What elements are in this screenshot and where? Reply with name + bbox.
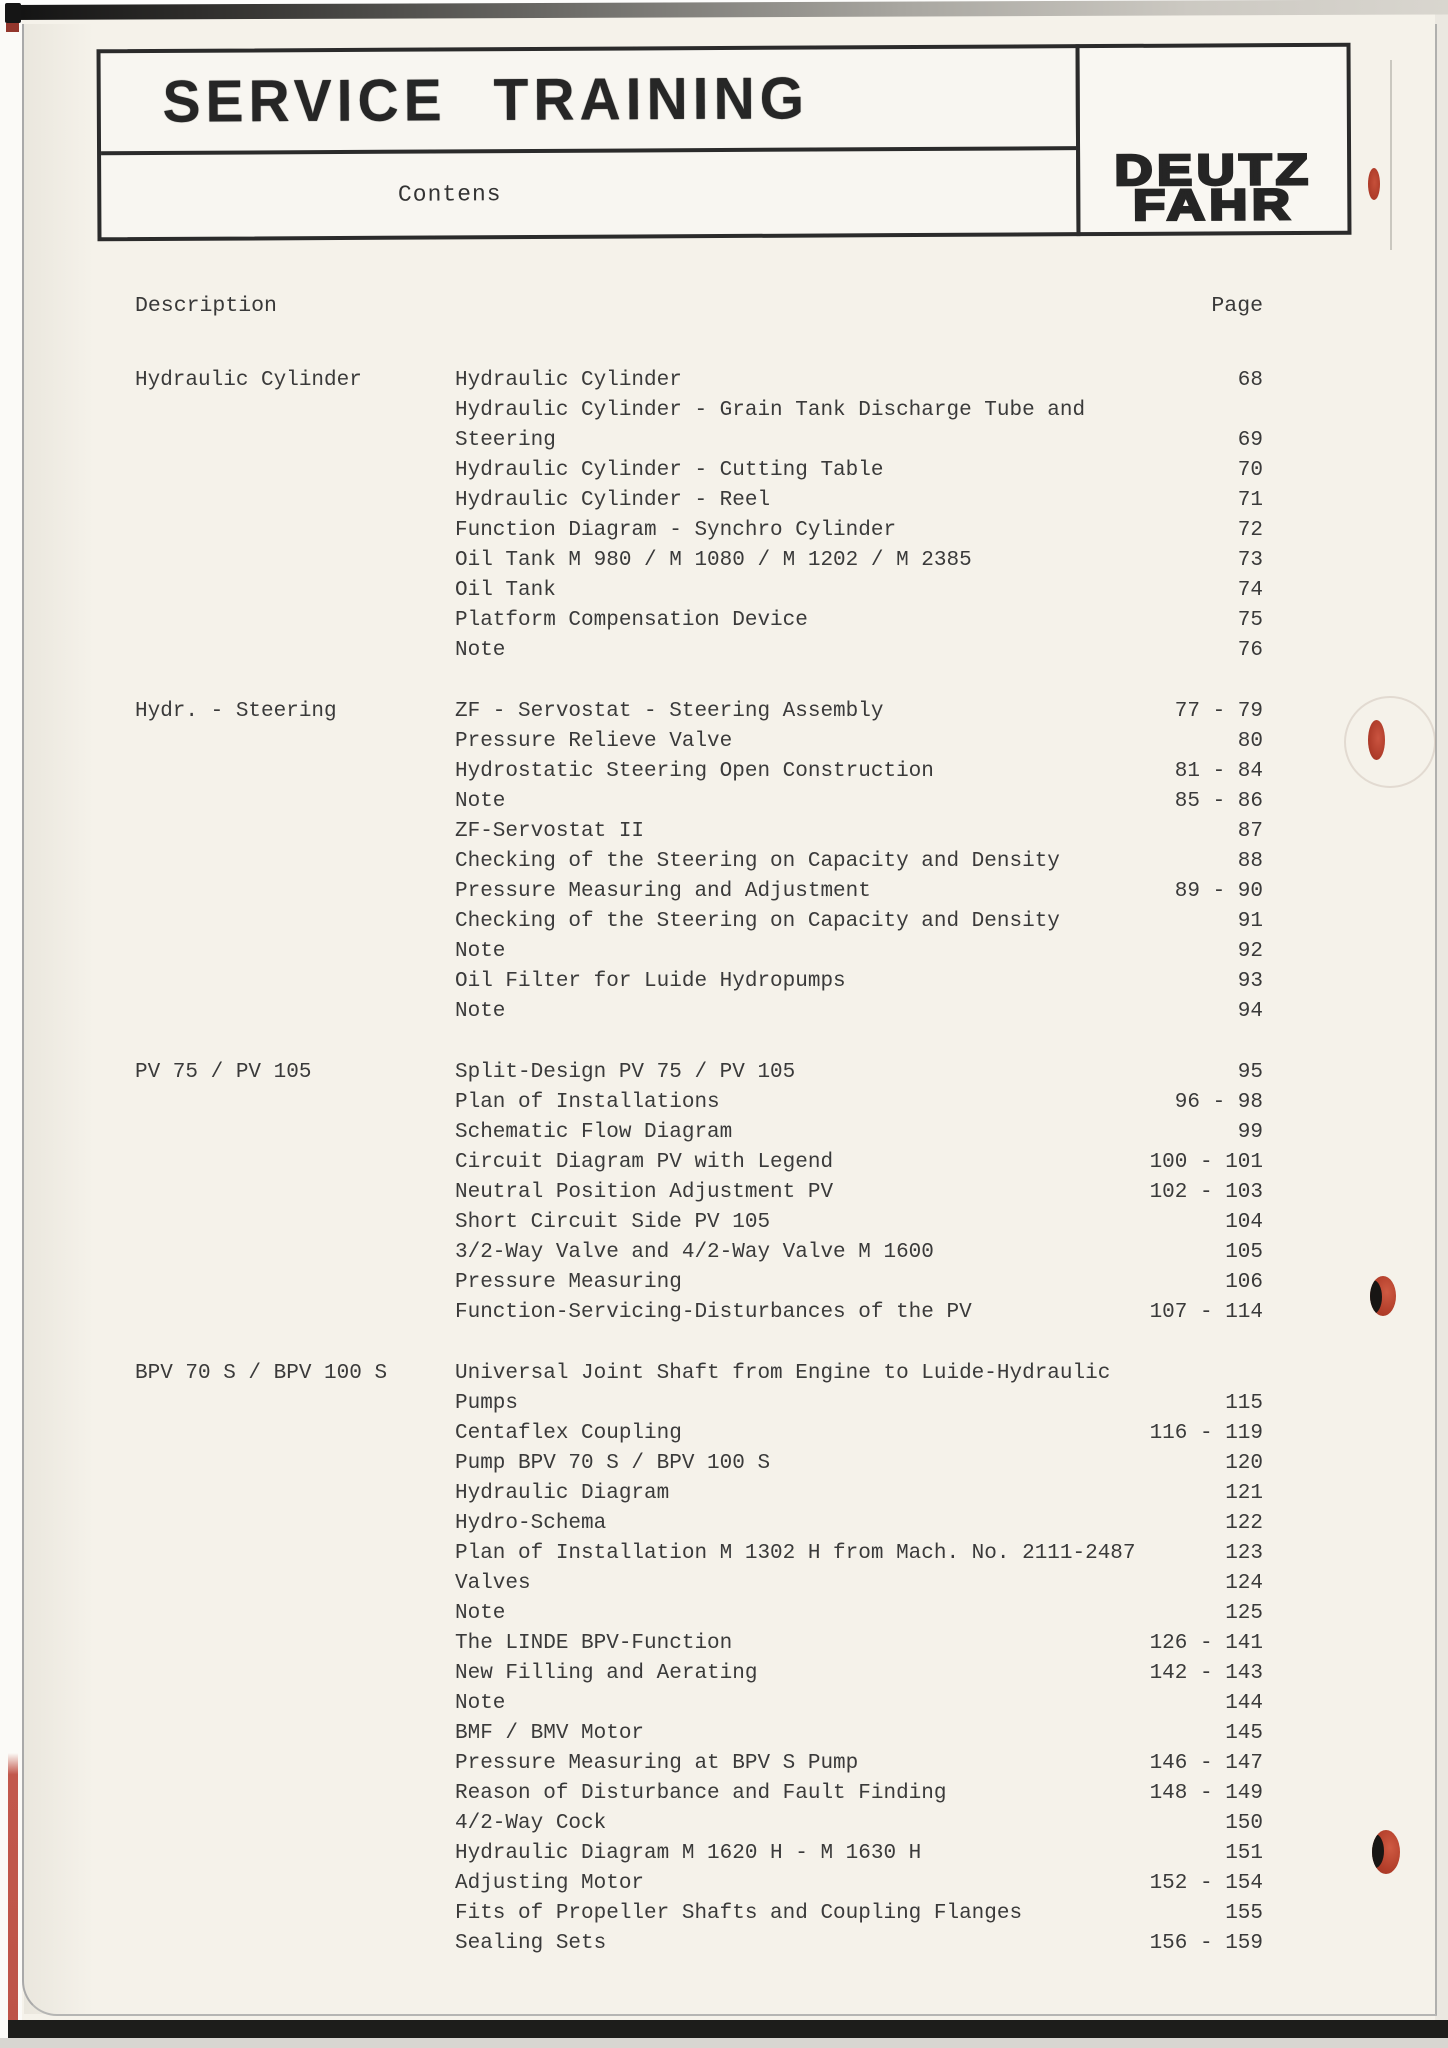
page-subtitle: Contens bbox=[397, 181, 502, 208]
toc-entry-page: 99 bbox=[1237, 1121, 1263, 1144]
toc-row bbox=[455, 636, 1263, 666]
toc-entry-page: 150 bbox=[1225, 1812, 1263, 1835]
toc-entry-title: New Filling and Aerating bbox=[455, 1662, 758, 1685]
toc-body bbox=[135, 366, 1263, 1990]
toc-entry-page: 72 bbox=[1237, 519, 1263, 542]
toc-row bbox=[455, 757, 1263, 787]
toc-entry-page: 89 - 90 bbox=[1174, 880, 1263, 903]
toc-row bbox=[455, 1629, 1263, 1659]
section-label: Hydr. - Steering bbox=[135, 700, 337, 723]
header-title-row bbox=[101, 48, 1077, 155]
toc-entry-title: Function Diagram - Synchro Cylinder bbox=[455, 519, 897, 542]
toc-entry-title: Platform Compensation Device bbox=[455, 609, 808, 632]
hole-punch-mark bbox=[1368, 168, 1380, 200]
scan-right-edge-line bbox=[1390, 60, 1392, 250]
toc-row bbox=[455, 366, 1263, 396]
toc-row bbox=[455, 1869, 1263, 1899]
toc-row bbox=[455, 787, 1263, 817]
toc-section bbox=[135, 697, 1263, 1027]
toc-row bbox=[455, 877, 1263, 907]
header-box bbox=[97, 44, 1081, 241]
scan-left-margin bbox=[0, 0, 22, 2048]
toc-entry-page: 102 - 103 bbox=[1149, 1181, 1263, 1204]
section-label: PV 75 / PV 105 bbox=[135, 1061, 312, 1084]
toc-entry-title: Note bbox=[455, 1692, 506, 1715]
toc-entry-page: 125 bbox=[1225, 1602, 1263, 1625]
toc-entry-page: 146 - 147 bbox=[1149, 1752, 1263, 1775]
header-subtitle-row bbox=[101, 150, 1076, 237]
toc-row bbox=[455, 967, 1263, 997]
toc-entry-title: Plan of Installations bbox=[455, 1091, 720, 1114]
toc-entry-title: Centaflex Coupling bbox=[455, 1422, 682, 1445]
header bbox=[97, 43, 1356, 242]
toc-entry-page: 69 bbox=[1237, 429, 1263, 452]
toc-row bbox=[455, 907, 1263, 937]
toc-row bbox=[455, 1929, 1263, 1959]
toc-entry-title: Pumps bbox=[455, 1392, 519, 1415]
toc-entry-title: Reason of Disturbance and Fault Finding bbox=[455, 1782, 947, 1805]
toc-row bbox=[455, 727, 1263, 757]
toc-column-headers bbox=[135, 294, 1263, 318]
section-rows bbox=[455, 697, 1263, 1027]
toc-entry-page: 145 bbox=[1225, 1722, 1263, 1745]
hole-punch-shadow bbox=[1370, 1280, 1382, 1314]
toc-entry-page: 76 bbox=[1237, 639, 1263, 662]
toc-entry-title: Hydro-Schema bbox=[455, 1512, 607, 1535]
toc-row bbox=[455, 997, 1263, 1027]
column-header-page: Page bbox=[1211, 294, 1263, 318]
hole-punch-mark bbox=[1370, 1276, 1396, 1316]
toc-entry-page: 73 bbox=[1237, 549, 1263, 572]
toc-entry-page: 91 bbox=[1237, 910, 1263, 933]
toc-entry-title: 4/2-Way Cock bbox=[455, 1812, 607, 1835]
toc-entry-title: Note bbox=[455, 1602, 506, 1625]
toc-entry-title: Checking of the Steering on Capacity and Density bbox=[455, 850, 1060, 873]
toc-entry-page: 155 bbox=[1225, 1902, 1263, 1925]
scan-corner-red-mark bbox=[6, 23, 19, 32]
toc-row bbox=[455, 516, 1263, 546]
toc-row bbox=[455, 1449, 1263, 1479]
toc-entry-page: 96 - 98 bbox=[1174, 1091, 1263, 1114]
scan-corner-mark bbox=[5, 3, 21, 23]
toc-entry-title: Pressure Measuring bbox=[455, 1271, 682, 1294]
toc-row bbox=[455, 1208, 1263, 1238]
toc-row bbox=[455, 1659, 1263, 1689]
toc-entry-title: Hydrostatic Steering Open Construction bbox=[455, 760, 934, 783]
toc-entry-title: Hydraulic Cylinder - Reel bbox=[455, 489, 771, 512]
toc-entry-page: 77 - 79 bbox=[1174, 700, 1263, 723]
toc-row bbox=[455, 1238, 1263, 1268]
toc-row bbox=[455, 1298, 1263, 1328]
toc-entry-page: 115 bbox=[1225, 1392, 1263, 1415]
section-label: Hydraulic Cylinder bbox=[135, 369, 362, 392]
hole-punch-mark bbox=[1368, 720, 1385, 760]
toc-entry-title: BMF / BMV Motor bbox=[455, 1722, 645, 1745]
toc-entry-page: 94 bbox=[1237, 1000, 1263, 1023]
toc-entry-title: Circuit Diagram PV with Legend bbox=[455, 1151, 834, 1174]
toc-entry-page: 123 bbox=[1225, 1542, 1263, 1565]
section-rows bbox=[455, 1359, 1263, 1959]
toc-entry-title: Hydraulic Cylinder - Grain Tank Discharge Tube and bbox=[455, 399, 1086, 422]
toc-entry-title: ZF - Servostat - Steering Assembly bbox=[455, 700, 884, 723]
toc-entry-title: Schematic Flow Diagram bbox=[455, 1121, 733, 1144]
toc-entry-page: 124 bbox=[1225, 1572, 1263, 1595]
toc-entry-page: 148 - 149 bbox=[1149, 1782, 1263, 1805]
toc-entry-page: 142 - 143 bbox=[1149, 1662, 1263, 1685]
toc-entry-page: 93 bbox=[1237, 970, 1263, 993]
toc-row bbox=[455, 1599, 1263, 1629]
toc-entry-title: 3/2-Way Valve and 4/2-Way Valve M 1600 bbox=[455, 1241, 934, 1264]
toc-entry-title: Universal Joint Shaft from Engine to Luide-Hydraulic bbox=[455, 1362, 1111, 1385]
toc-entry-title: Fits of Propeller Shafts and Coupling Flanges bbox=[455, 1902, 1023, 1925]
toc-row bbox=[455, 1749, 1263, 1779]
toc-entry-title: Pump BPV 70 S / BPV 100 S bbox=[455, 1452, 771, 1475]
toc-entry-page: 106 bbox=[1225, 1271, 1263, 1294]
toc-entry-title: Split-Design PV 75 / PV 105 bbox=[455, 1061, 796, 1084]
toc-entry-title: ZF-Servostat II bbox=[455, 820, 645, 843]
toc-entry-page: 88 bbox=[1237, 850, 1263, 873]
toc-section bbox=[135, 366, 1263, 666]
brand-logo bbox=[1114, 144, 1313, 232]
toc-row bbox=[455, 1779, 1263, 1809]
toc-entry-page: 151 bbox=[1225, 1842, 1263, 1865]
toc-entry-title: Adjusting Motor bbox=[455, 1872, 645, 1895]
toc-entry-title: The LINDE BPV-Function bbox=[455, 1632, 733, 1655]
scan-left-shadow bbox=[24, 24, 94, 2014]
toc-entry-title: Valves bbox=[455, 1572, 531, 1595]
toc-row bbox=[455, 1539, 1263, 1569]
scan-bottom-margin bbox=[0, 2038, 1448, 2048]
toc-row bbox=[455, 1389, 1263, 1419]
toc-row bbox=[455, 1479, 1263, 1509]
toc-entry-title: Pressure Measuring at BPV S Pump bbox=[455, 1752, 859, 1775]
toc-entry-page: 92 bbox=[1237, 940, 1263, 963]
toc-row bbox=[455, 1569, 1263, 1599]
section-rows bbox=[455, 366, 1263, 666]
brand-name-line1: DEUTZ bbox=[1114, 144, 1313, 195]
toc-entry-title: Hydraulic Cylinder - Cutting Table bbox=[455, 459, 884, 482]
toc-entry-title: Steering bbox=[455, 429, 556, 452]
toc-row bbox=[455, 1689, 1263, 1719]
toc-entry-title: Pressure Measuring and Adjustment bbox=[455, 880, 871, 903]
toc-row bbox=[455, 546, 1263, 576]
toc-entry-title: Oil Tank M 980 / M 1080 / M 1202 / M 2385 bbox=[455, 549, 972, 572]
toc-row bbox=[455, 1509, 1263, 1539]
toc-entry-page: 121 bbox=[1225, 1482, 1263, 1505]
toc-entry-page: 105 bbox=[1225, 1241, 1263, 1264]
toc-entry-page: 81 - 84 bbox=[1174, 760, 1263, 783]
toc-row bbox=[455, 1809, 1263, 1839]
toc-entry-page: 68 bbox=[1237, 369, 1263, 392]
toc-entry-title: Pressure Relieve Valve bbox=[455, 730, 733, 753]
toc-entry-page: 85 - 86 bbox=[1174, 790, 1263, 813]
toc-entry-page: 95 bbox=[1237, 1061, 1263, 1084]
toc-entry-page: 87 bbox=[1237, 820, 1263, 843]
toc-section bbox=[135, 1058, 1263, 1328]
toc-row bbox=[455, 1839, 1263, 1869]
toc-row bbox=[455, 1118, 1263, 1148]
section-label: BPV 70 S / BPV 100 S bbox=[135, 1362, 388, 1385]
toc-entry-title: Function-Servicing-Disturbances of the PV bbox=[455, 1301, 972, 1324]
toc-row bbox=[455, 606, 1263, 636]
toc-row bbox=[455, 486, 1263, 516]
column-header-description: Description bbox=[135, 294, 277, 318]
brand-name-line2: FAHR bbox=[1133, 179, 1295, 230]
hole-punch-mark bbox=[1372, 1830, 1400, 1874]
toc-entry-title: Oil Tank bbox=[455, 579, 556, 602]
toc-entry-page: 107 - 114 bbox=[1149, 1301, 1263, 1324]
toc-row bbox=[455, 1268, 1263, 1298]
toc-entry-page: 100 - 101 bbox=[1149, 1151, 1263, 1174]
toc-entry-title: Short Circuit Side PV 105 bbox=[455, 1211, 771, 1234]
toc-entry-page: 104 bbox=[1225, 1211, 1263, 1234]
toc-row bbox=[455, 1058, 1263, 1088]
toc-entry-page: 152 - 154 bbox=[1149, 1872, 1263, 1895]
hole-punch-shadow bbox=[1372, 1834, 1384, 1868]
toc-entry-page: 74 bbox=[1237, 579, 1263, 602]
toc-row bbox=[455, 1899, 1263, 1929]
toc-row bbox=[455, 1088, 1263, 1118]
toc-entry-title: Note bbox=[455, 639, 506, 662]
toc-row bbox=[455, 1359, 1263, 1389]
toc-entry-page: 71 bbox=[1237, 489, 1263, 512]
section-rows bbox=[455, 1058, 1263, 1328]
toc-row bbox=[455, 1178, 1263, 1208]
toc-entry-title: Note bbox=[455, 1000, 506, 1023]
toc-entry-page: 80 bbox=[1237, 730, 1263, 753]
toc-entry-page: 116 - 119 bbox=[1149, 1422, 1263, 1445]
toc-row bbox=[455, 426, 1263, 456]
toc-entry-title: Sealing Sets bbox=[455, 1932, 607, 1955]
toc-row bbox=[455, 1719, 1263, 1749]
toc-entry-title: Hydraulic Cylinder bbox=[455, 369, 682, 392]
scan-bottom-edge-bar bbox=[8, 2020, 1448, 2038]
brand-logo-box bbox=[1075, 43, 1351, 236]
toc-row bbox=[455, 847, 1263, 877]
toc-entry-title: Hydraulic Diagram M 1620 H - M 1630 H bbox=[455, 1842, 922, 1865]
toc-row bbox=[455, 817, 1263, 847]
toc-section bbox=[135, 1359, 1263, 1959]
toc-entry-title: Plan of Installation M 1302 H from Mach. No. 2111-2487 bbox=[455, 1542, 1136, 1565]
toc-row bbox=[455, 697, 1263, 727]
toc-entry-title: Checking of the Steering on Capacity and Density bbox=[455, 910, 1060, 933]
toc-entry-page bbox=[1113, 1359, 1263, 1389]
scan-right-margin bbox=[1435, 0, 1448, 2048]
page-title: SERVICE TRAINING bbox=[162, 65, 810, 136]
book-cover-edge bbox=[8, 1753, 18, 2021]
toc-row bbox=[455, 1148, 1263, 1178]
toc-entry-title: Oil Filter for Luide Hydropumps bbox=[455, 970, 846, 993]
toc-entry-title: Neutral Position Adjustment PV bbox=[455, 1181, 834, 1204]
toc-entry-title: Hydraulic Diagram bbox=[455, 1482, 670, 1505]
toc-entry-page: 122 bbox=[1225, 1512, 1263, 1535]
toc-row bbox=[455, 1419, 1263, 1449]
toc-entry-page: 120 bbox=[1225, 1452, 1263, 1475]
toc-entry-page: 144 bbox=[1225, 1692, 1263, 1715]
toc-entry-page: 70 bbox=[1237, 459, 1263, 482]
hole-punch-ring bbox=[1344, 696, 1436, 788]
toc-entry-page bbox=[1113, 396, 1263, 426]
toc-entry-title: Note bbox=[455, 940, 506, 963]
toc-entry-page: 156 - 159 bbox=[1149, 1932, 1263, 1955]
toc-row bbox=[455, 576, 1263, 606]
toc-entry-title: Note bbox=[455, 790, 506, 813]
toc-row bbox=[455, 396, 1263, 426]
toc-entry-page: 126 - 141 bbox=[1149, 1632, 1263, 1655]
toc-row bbox=[455, 937, 1263, 967]
toc-row bbox=[455, 456, 1263, 486]
toc-entry-page: 75 bbox=[1237, 609, 1263, 632]
